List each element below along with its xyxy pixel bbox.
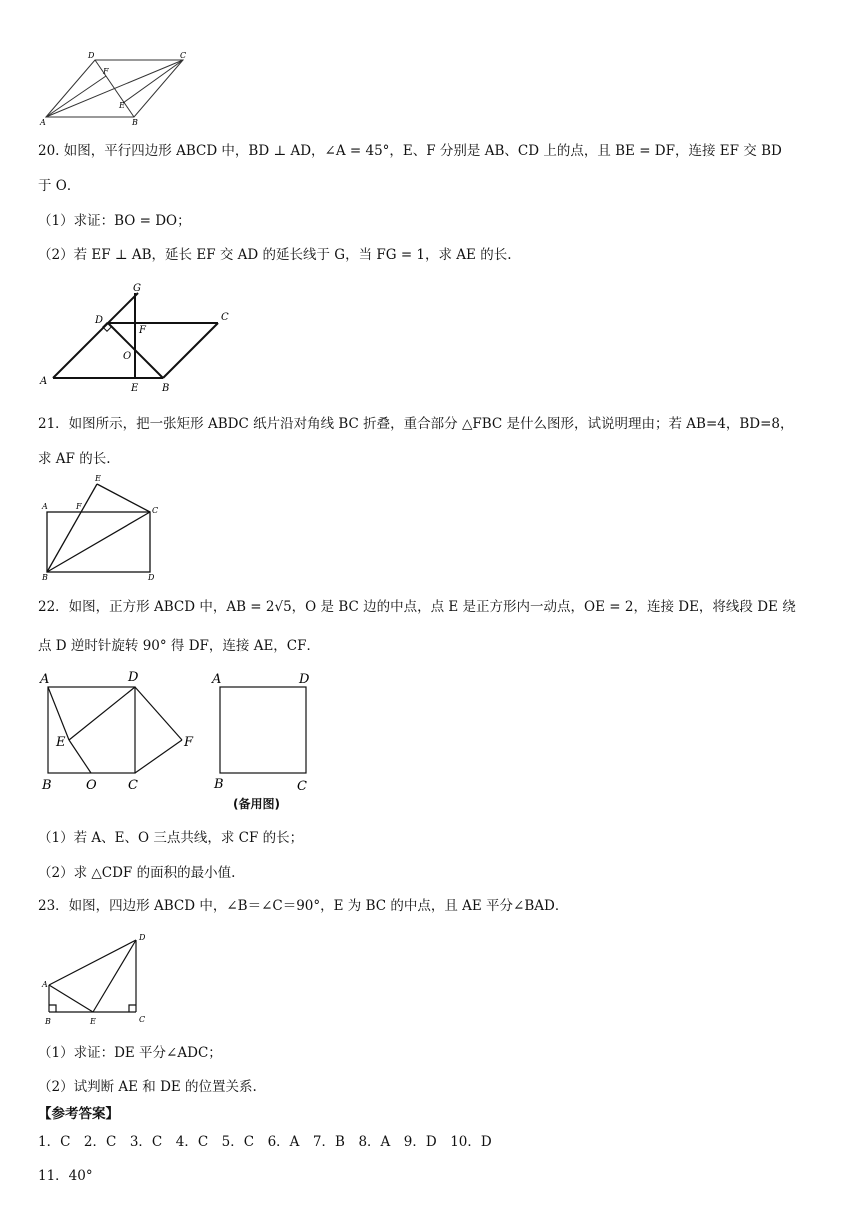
answers-row-2: 11．40° (38, 1168, 93, 1184)
label-D: D (299, 672, 310, 687)
label-E: E (119, 101, 125, 110)
label-A: A (40, 118, 46, 127)
q22-part2: （2）求 △CDF 的面积的最小值. (38, 865, 236, 881)
label-F: F (139, 325, 146, 336)
label-C: C (128, 778, 138, 793)
q20-line2: 于 O． (38, 178, 81, 194)
q21-line1: 21．如图所示，把一张矩形 ABDC 纸片沿对角线 BC 折叠，重合部分 △FBC 是什么图形，试说明理由；若 AB=4，BD=8， (38, 416, 794, 432)
label-A: A (40, 672, 50, 687)
q20-part2: （2）若 EF ⊥ AB，延长 EF 交 AD 的延长线于 G，当 FG = 1，求 AE 的长. (38, 247, 512, 263)
q23-part2: （2）试判断 AE 和 DE 的位置关系. (38, 1079, 257, 1095)
answers-row-1: 1．C 2．C 3．C 4．C 5．C 6．A 7．B 8．A 9．D 10．D (38, 1134, 492, 1150)
label-B: B (132, 118, 138, 127)
answers-heading: 【参考答案】 (38, 1106, 119, 1122)
label-A: A (42, 980, 48, 989)
label-E: E (95, 474, 101, 483)
label-O: O (123, 351, 132, 362)
label-D: D (139, 933, 146, 942)
label-O: O (86, 778, 97, 793)
label-E: E (56, 735, 66, 750)
q23-part1: （1）求证：DE 平分∠ADC； (38, 1045, 222, 1061)
label-B: B (214, 777, 224, 792)
label-A: A (40, 376, 48, 387)
label-A: A (42, 502, 48, 511)
label-E: E (90, 1017, 96, 1026)
label-B: B (42, 778, 52, 793)
q22-line1: 22．如图，正方形 ABCD 中，AB = 2√5，O 是 BC 边的中点，点 E 是正方形内一动点，OE = 2，连接 DE，将线段 DE 绕 (38, 599, 796, 615)
label-F: F (76, 502, 82, 511)
label-D: D (148, 573, 155, 582)
q22-part1: （1）若 A、E、O 三点共线，求 CF 的长； (38, 830, 304, 846)
label-C: C (152, 506, 159, 515)
q23-line1: 23．如图，四边形 ABCD 中，∠B＝∠C＝90°，E 为 BC 的中点，且 AE 平分∠BAD． (38, 898, 569, 914)
q22-line2: 点 D 逆时针旋转 90° 得 DF，连接 AE，CF． (38, 638, 320, 654)
label-B: B (42, 573, 48, 582)
label-C: C (297, 779, 307, 794)
q21-line2: 求 AF 的长. (38, 451, 111, 467)
label-E: E (131, 383, 139, 394)
label-D: D (128, 670, 139, 685)
label-A: A (212, 672, 222, 687)
label-C: C (221, 312, 229, 323)
label-D: D (88, 51, 95, 60)
q20-part1: （1）求证：BO = DO； (38, 213, 191, 229)
q20-number: 20. (38, 143, 60, 159)
q20-text: 如图，平行四边形 ABCD 中，BD ⊥ AD，∠A = 45°，E、F 分别是 AB、CD 上的点，且 BE = DF，连接 EF 交 BD (63, 143, 782, 159)
label-F: F (184, 735, 194, 750)
label-C: C (139, 1015, 146, 1024)
figure-caption: (备用图) (233, 797, 280, 811)
label-B: B (162, 383, 170, 394)
label-B: B (45, 1017, 51, 1026)
label-G: G (133, 283, 141, 294)
label-D: D (95, 315, 104, 326)
label-C: C (180, 51, 187, 60)
label-F: F (103, 67, 109, 76)
